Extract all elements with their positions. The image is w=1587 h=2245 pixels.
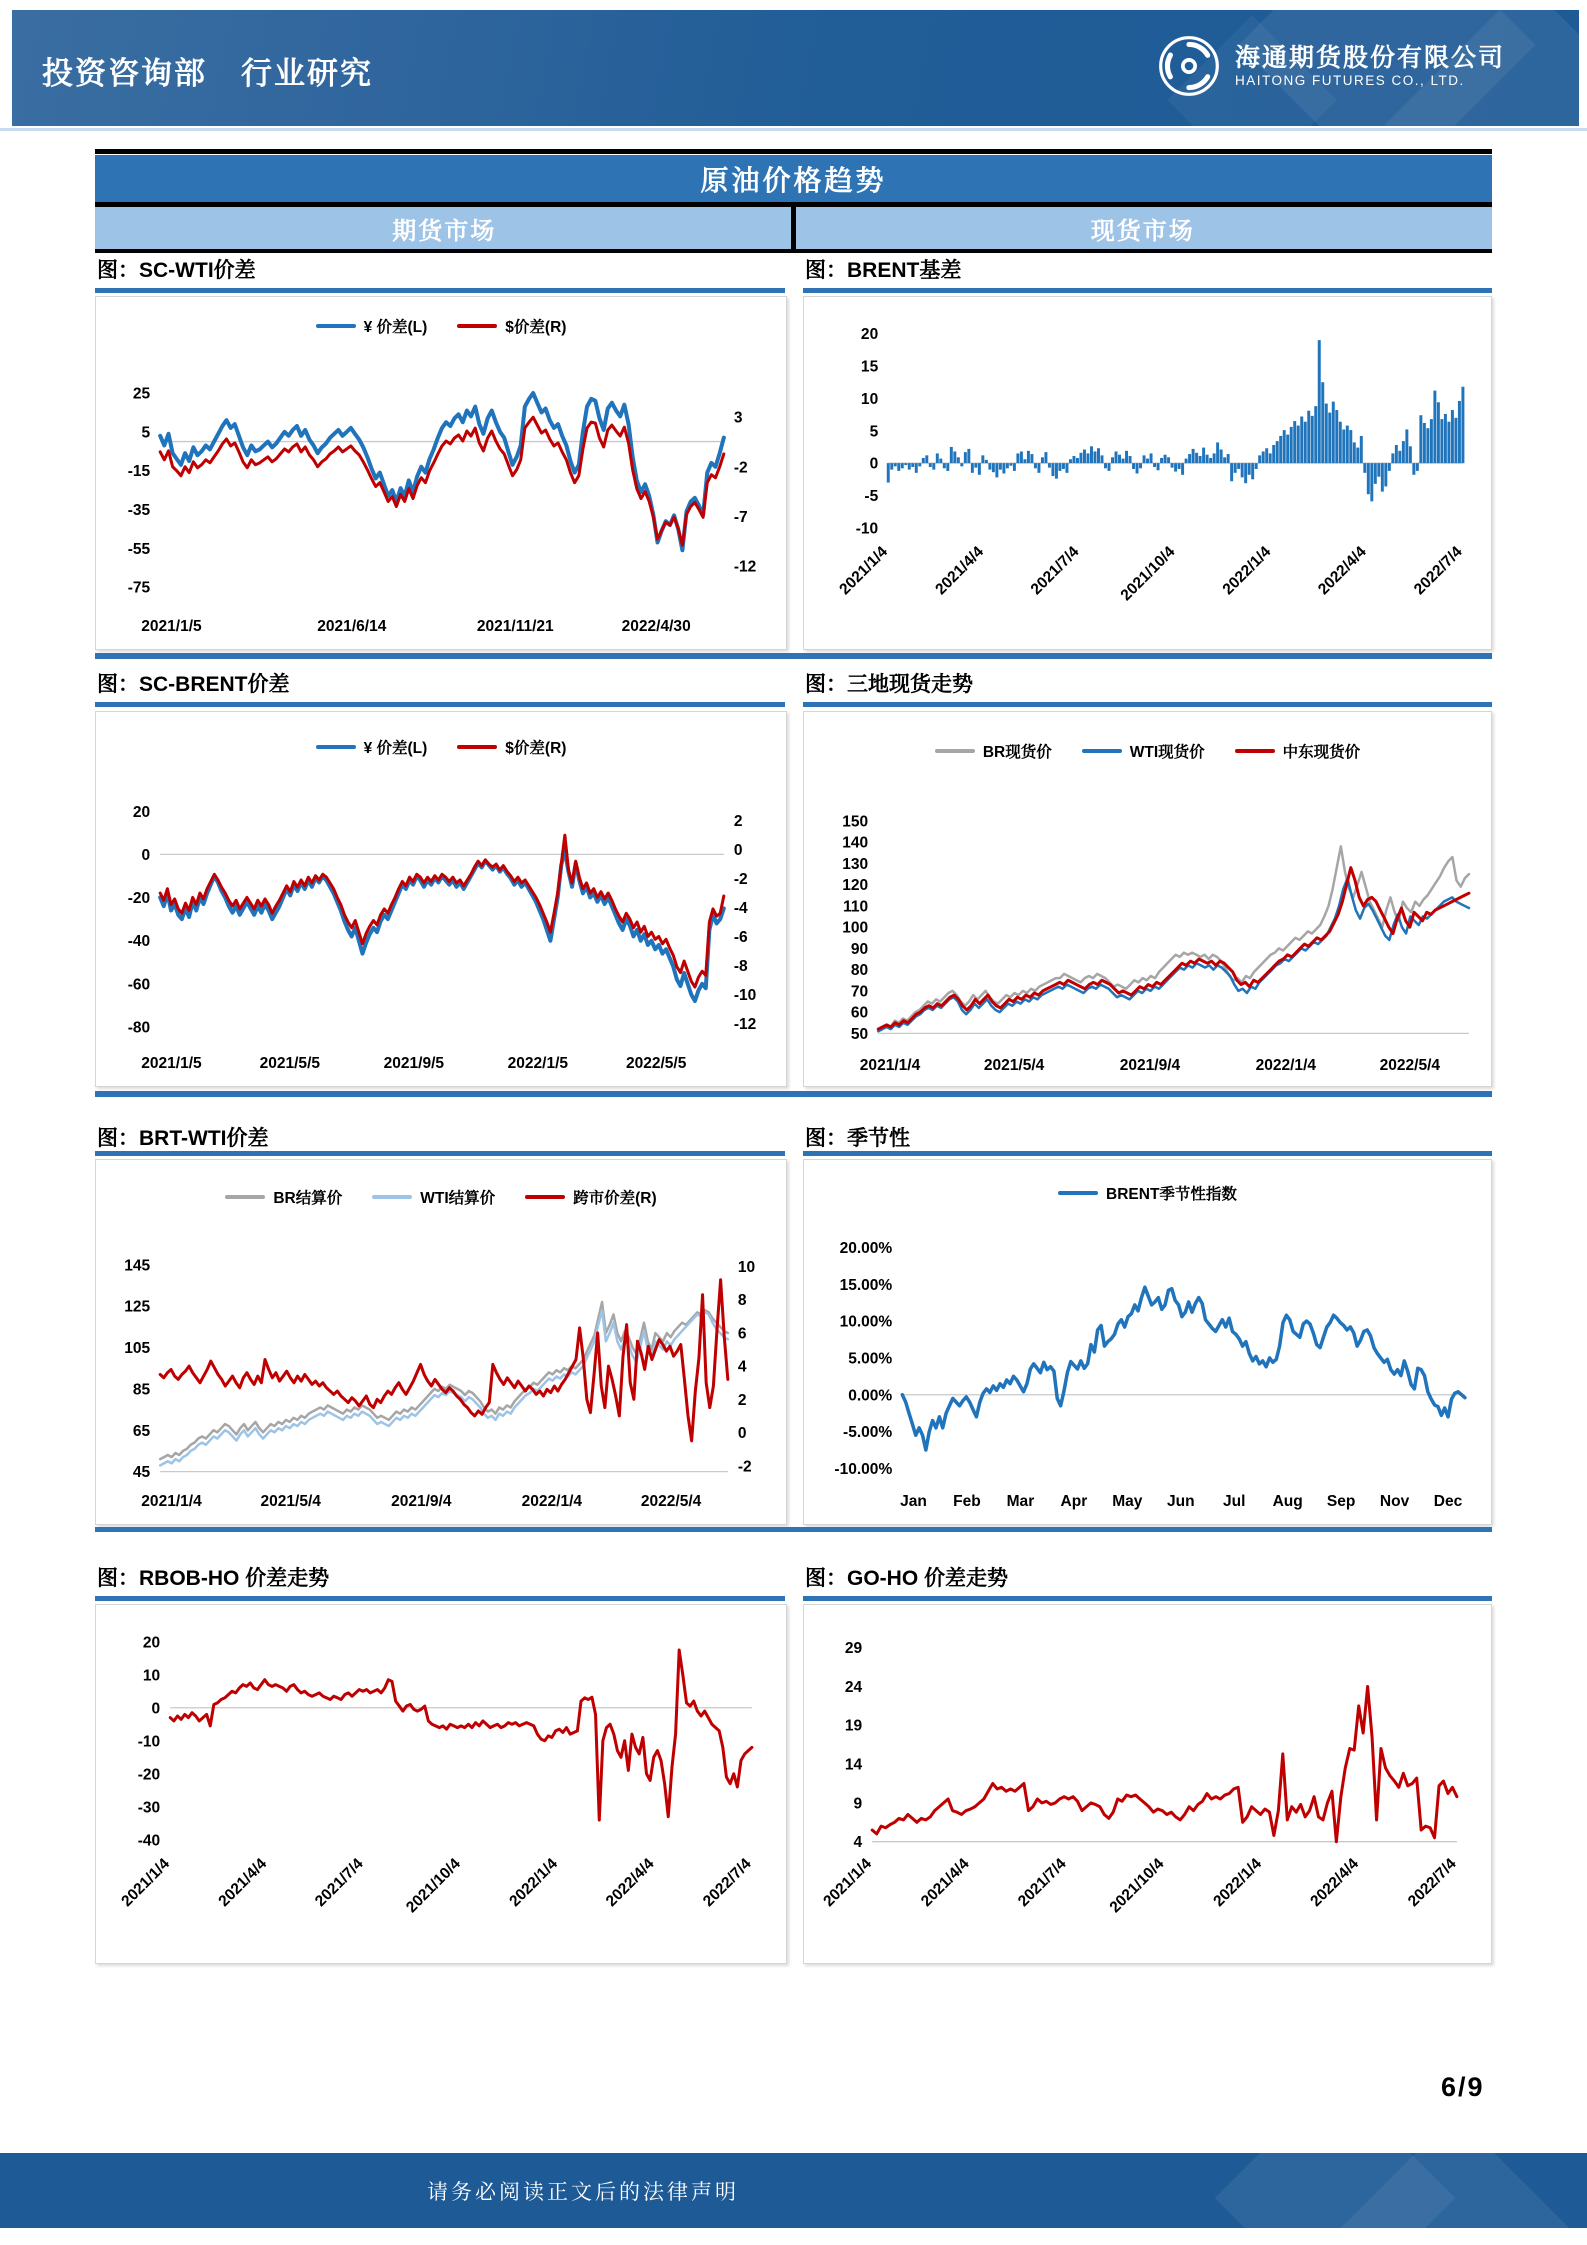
svg-text:2021/5/5: 2021/5/5 xyxy=(259,1054,321,1072)
title-underline xyxy=(803,288,1492,293)
svg-text:-12: -12 xyxy=(733,558,757,576)
header-titles xyxy=(42,48,407,93)
svg-text:2: 2 xyxy=(737,1391,747,1409)
rbob-ho-spread-chart xyxy=(96,1605,786,1963)
svg-text:-10: -10 xyxy=(137,1733,161,1751)
svg-text:-5.00%: -5.00% xyxy=(843,1424,893,1442)
chart-title: 图：GO-HO 价差走势 xyxy=(805,1567,1008,1590)
svg-text:-20: -20 xyxy=(137,1766,161,1784)
svg-text:-5: -5 xyxy=(864,488,879,506)
svg-text:5: 5 xyxy=(141,424,151,442)
svg-text:-80: -80 xyxy=(127,1019,151,1037)
svg-text:-60: -60 xyxy=(127,976,151,994)
svg-text:-2: -2 xyxy=(733,459,748,477)
svg-text:2021/5/4: 2021/5/4 xyxy=(260,1492,321,1510)
chart-title: 图：SC-WTI价差 xyxy=(97,259,256,282)
svg-text:100: 100 xyxy=(842,919,869,937)
title-underline xyxy=(803,1596,1492,1601)
svg-text:-15: -15 xyxy=(127,463,151,481)
svg-text:2021/7/4: 2021/7/4 xyxy=(311,1855,367,1911)
svg-text:2022/5/5: 2022/5/5 xyxy=(625,1054,687,1072)
table-title-band xyxy=(95,155,1492,202)
svg-text:2021/4/4: 2021/4/4 xyxy=(917,1855,973,1911)
company-name-cn: 海通期货股份有限公司 xyxy=(1234,43,1505,73)
svg-text:2021/7/4: 2021/7/4 xyxy=(1027,543,1083,599)
svg-text:5.00%: 5.00% xyxy=(848,1350,893,1368)
svg-text:2021/10/4: 2021/10/4 xyxy=(1106,1855,1168,1917)
column-header-spot: 现货市场 xyxy=(1090,217,1195,245)
legend-swatch xyxy=(1235,749,1275,753)
svg-text:125: 125 xyxy=(124,1298,151,1316)
svg-text:15.00%: 15.00% xyxy=(839,1276,893,1294)
svg-text:145: 145 xyxy=(124,1257,151,1275)
svg-text:-10: -10 xyxy=(855,520,879,538)
svg-text:6: 6 xyxy=(737,1325,747,1343)
svg-text:2022/5/4: 2022/5/4 xyxy=(1379,1056,1441,1074)
chart-legend xyxy=(96,315,786,337)
svg-text:2021/4/4: 2021/4/4 xyxy=(215,1855,271,1911)
svg-text:0.00%: 0.00% xyxy=(848,1387,893,1405)
svg-text:3: 3 xyxy=(733,409,743,427)
title-underline xyxy=(95,1151,785,1156)
column-divider xyxy=(791,207,796,249)
svg-text:Jun: Jun xyxy=(1166,1492,1195,1510)
svg-text:2021/1/4: 2021/1/4 xyxy=(141,1492,202,1510)
svg-text:4: 4 xyxy=(853,1834,863,1852)
svg-text:2021/1/5: 2021/1/5 xyxy=(141,1054,202,1072)
chart-frame-rbob-ho xyxy=(95,1604,787,1964)
svg-text:25: 25 xyxy=(132,385,151,403)
chart-title: 图：季节性 xyxy=(805,1127,910,1150)
haitong-logo-icon xyxy=(1157,34,1221,98)
seasonality-chart xyxy=(804,1160,1491,1524)
svg-text:-6: -6 xyxy=(733,928,748,947)
svg-text:0: 0 xyxy=(151,1700,161,1718)
chart-title: 图：BRT-WTI价差 xyxy=(97,1127,269,1150)
svg-text:20: 20 xyxy=(860,326,879,344)
chart-legend xyxy=(804,1182,1491,1204)
legend-item: 跨市价差(R) xyxy=(525,1186,657,1208)
svg-text:2022/7/4: 2022/7/4 xyxy=(699,1855,755,1911)
svg-text:2022/1/5: 2022/1/5 xyxy=(507,1054,569,1072)
svg-text:2021/10/4: 2021/10/4 xyxy=(1117,543,1179,605)
chart-frame-sc-brent xyxy=(95,711,787,1087)
svg-text:2022/4/4: 2022/4/4 xyxy=(1315,543,1370,599)
chart-legend xyxy=(96,1186,786,1208)
section-title: 行业研究 xyxy=(241,56,373,91)
svg-text:2021/1/5: 2021/1/5 xyxy=(141,617,202,635)
chart-title: 图：SC-BRENT价差 xyxy=(97,673,290,696)
svg-text:5: 5 xyxy=(869,423,879,441)
svg-text:14: 14 xyxy=(844,1756,863,1774)
svg-text:-8: -8 xyxy=(733,957,748,975)
chart-title: 图：RBOB-HO 价差走势 xyxy=(97,1567,330,1590)
svg-text:20.00%: 20.00% xyxy=(839,1239,893,1258)
legend-item: WTI结算价 xyxy=(372,1186,495,1208)
company-name-block xyxy=(1235,44,1505,88)
svg-text:-20: -20 xyxy=(127,890,151,908)
svg-text:2022/1/4: 2022/1/4 xyxy=(1210,1855,1266,1911)
three-region-spot-chart xyxy=(804,712,1491,1086)
svg-text:-55: -55 xyxy=(127,540,151,558)
svg-text:Jan: Jan xyxy=(900,1492,927,1510)
svg-text:10: 10 xyxy=(737,1259,756,1277)
svg-text:-35: -35 xyxy=(127,502,151,520)
svg-text:-4: -4 xyxy=(733,900,748,918)
svg-text:2021/1/4: 2021/1/4 xyxy=(836,543,892,599)
title-underline xyxy=(803,702,1492,707)
legend-item: $价差(R) xyxy=(457,315,566,337)
table-title: 原油价格趋势 xyxy=(700,164,887,196)
svg-text:45: 45 xyxy=(132,1464,151,1482)
svg-text:0: 0 xyxy=(737,1425,747,1443)
legend-item: ¥ 价差(L) xyxy=(316,736,428,758)
svg-text:-75: -75 xyxy=(127,579,151,597)
sc-wti-spread-chart xyxy=(96,297,786,649)
svg-text:2022/1/4: 2022/1/4 xyxy=(1219,543,1275,599)
svg-text:2022/4/30: 2022/4/30 xyxy=(621,617,691,635)
svg-text:0: 0 xyxy=(869,455,879,473)
svg-text:Sep: Sep xyxy=(1326,1492,1356,1510)
chart-legend xyxy=(96,736,786,758)
header-band xyxy=(12,10,1579,126)
svg-text:24: 24 xyxy=(844,1678,863,1696)
svg-text:85: 85 xyxy=(132,1381,151,1399)
dept-title: 投资咨询部 xyxy=(42,56,207,91)
svg-text:15: 15 xyxy=(860,358,879,376)
svg-text:-12: -12 xyxy=(733,1015,757,1033)
legend-swatch xyxy=(457,324,497,328)
svg-text:2021/10/4: 2021/10/4 xyxy=(403,1855,464,1917)
header-underline xyxy=(0,128,1587,131)
svg-text:2021/9/5: 2021/9/5 xyxy=(383,1054,445,1072)
title-underline xyxy=(95,702,785,707)
legend-swatch xyxy=(372,1195,412,1199)
svg-text:2022/5/4: 2022/5/4 xyxy=(640,1492,702,1510)
svg-text:2022/1/4: 2022/1/4 xyxy=(521,1492,583,1510)
svg-text:-40: -40 xyxy=(127,933,151,951)
legend-item: 中东现货价 xyxy=(1235,740,1361,762)
svg-text:9: 9 xyxy=(853,1795,863,1813)
legend-swatch xyxy=(525,1195,565,1199)
top-rule xyxy=(95,149,1492,154)
legend-item: BR现货价 xyxy=(935,740,1052,762)
svg-text:2021/1/4: 2021/1/4 xyxy=(859,1056,921,1074)
svg-text:0: 0 xyxy=(141,846,151,864)
chart-frame-three-region xyxy=(803,711,1492,1087)
svg-text:70: 70 xyxy=(850,983,869,1001)
svg-text:2022/4/4: 2022/4/4 xyxy=(1307,1855,1363,1911)
svg-text:Feb: Feb xyxy=(953,1492,981,1510)
column-header-futures: 期货市场 xyxy=(392,217,497,245)
svg-text:65: 65 xyxy=(132,1422,151,1440)
svg-text:2021/1/4: 2021/1/4 xyxy=(820,1855,876,1911)
svg-text:2021/11/21: 2021/11/21 xyxy=(476,617,554,635)
svg-text:120: 120 xyxy=(842,877,869,895)
svg-text:-40: -40 xyxy=(137,1832,161,1850)
svg-text:60: 60 xyxy=(850,1004,869,1022)
title-underline xyxy=(95,1596,785,1601)
svg-text:8: 8 xyxy=(737,1292,747,1310)
svg-text:90: 90 xyxy=(850,940,869,958)
row-separator xyxy=(95,653,1492,659)
brent-basis-chart xyxy=(804,297,1491,649)
svg-text:4: 4 xyxy=(737,1358,747,1376)
svg-text:-30: -30 xyxy=(137,1799,161,1817)
chart-frame-brt-wti xyxy=(95,1159,787,1525)
svg-text:2021/5/4: 2021/5/4 xyxy=(983,1056,1045,1074)
svg-text:20: 20 xyxy=(142,1634,161,1652)
legend-swatch xyxy=(316,745,356,749)
chart-frame-sc-wti xyxy=(95,296,787,650)
haitong-logo xyxy=(1157,34,1505,98)
svg-text:Aug: Aug xyxy=(1272,1492,1303,1510)
legend-swatch xyxy=(316,324,356,328)
chart-frame-seasonality xyxy=(803,1159,1492,1525)
svg-text:2022/4/4: 2022/4/4 xyxy=(602,1855,658,1911)
svg-text:2: 2 xyxy=(733,813,743,831)
svg-text:May: May xyxy=(1112,1492,1143,1510)
chart-frame-go-ho xyxy=(803,1604,1492,1964)
go-ho-spread-chart xyxy=(804,1605,1491,1963)
title-underline xyxy=(95,288,785,293)
svg-text:Mar: Mar xyxy=(1006,1492,1035,1510)
svg-text:0: 0 xyxy=(733,842,743,860)
svg-text:2022/1/4: 2022/1/4 xyxy=(506,1855,562,1911)
legend-item: ¥ 价差(L) xyxy=(316,315,428,337)
legend-item: WTI现货价 xyxy=(1082,740,1205,762)
chart-title: 图：BRENT基差 xyxy=(805,259,962,282)
page-number: 6/9 xyxy=(1441,2072,1485,2102)
company-name-en: HAITONG FUTURES CO., LTD. xyxy=(1234,72,1465,88)
svg-text:2021/9/4: 2021/9/4 xyxy=(1119,1056,1181,1074)
sc-brent-spread-chart xyxy=(96,712,786,1086)
title-underline xyxy=(803,1151,1492,1156)
svg-text:-2: -2 xyxy=(737,1458,752,1476)
svg-text:20: 20 xyxy=(132,803,151,821)
legend-swatch xyxy=(457,745,497,749)
svg-text:2022/7/4: 2022/7/4 xyxy=(1410,543,1466,599)
svg-text:2021/6/14: 2021/6/14 xyxy=(317,617,387,635)
svg-text:110: 110 xyxy=(843,898,869,916)
legend-item: BRENT季节性指数 xyxy=(1058,1182,1237,1204)
svg-text:Jul: Jul xyxy=(1223,1492,1246,1510)
svg-text:140: 140 xyxy=(842,834,869,852)
svg-text:2021/4/4: 2021/4/4 xyxy=(932,543,988,599)
svg-text:2021/9/4: 2021/9/4 xyxy=(391,1492,452,1510)
legend-item: BR结算价 xyxy=(225,1186,342,1208)
footer-band xyxy=(0,2153,1587,2228)
chart-title: 图：三地现货走势 xyxy=(805,673,973,696)
svg-text:Dec: Dec xyxy=(1433,1492,1463,1510)
footer-disclaimer: 请务必阅读正文后的法律声明 xyxy=(427,2179,739,2204)
svg-text:2021/1/4: 2021/1/4 xyxy=(118,1855,174,1911)
legend-item: $价差(R) xyxy=(457,736,566,758)
legend-swatch xyxy=(1058,1191,1098,1195)
svg-text:10: 10 xyxy=(860,390,879,408)
svg-text:19: 19 xyxy=(844,1717,863,1735)
svg-text:2022/1/4: 2022/1/4 xyxy=(1255,1056,1317,1074)
row-separator xyxy=(95,1527,1492,1532)
brt-wti-spread-chart xyxy=(96,1160,786,1524)
svg-text:29: 29 xyxy=(844,1640,863,1658)
bottom-rule xyxy=(95,249,1492,253)
row-separator xyxy=(95,1091,1492,1097)
svg-text:10.00%: 10.00% xyxy=(839,1313,893,1331)
svg-text:2021/7/4: 2021/7/4 xyxy=(1014,1855,1070,1911)
svg-text:130: 130 xyxy=(842,855,869,873)
svg-text:105: 105 xyxy=(124,1340,151,1358)
svg-text:-10: -10 xyxy=(733,986,757,1004)
svg-text:10: 10 xyxy=(142,1667,161,1685)
legend-swatch xyxy=(935,749,975,753)
legend-swatch xyxy=(225,1195,265,1199)
svg-text:50: 50 xyxy=(850,1025,869,1043)
chart-legend xyxy=(804,740,1491,762)
svg-text:Nov: Nov xyxy=(1379,1492,1410,1510)
svg-text:80: 80 xyxy=(850,962,869,980)
chart-frame-brent-basis xyxy=(803,296,1492,650)
svg-text:-2: -2 xyxy=(733,871,748,889)
svg-text:Apr: Apr xyxy=(1060,1492,1088,1510)
svg-text:-10.00%: -10.00% xyxy=(834,1460,893,1478)
legend-swatch xyxy=(1082,749,1122,753)
svg-text:2022/7/4: 2022/7/4 xyxy=(1404,1855,1460,1911)
svg-text:150: 150 xyxy=(842,813,869,831)
svg-text:-7: -7 xyxy=(733,508,748,526)
